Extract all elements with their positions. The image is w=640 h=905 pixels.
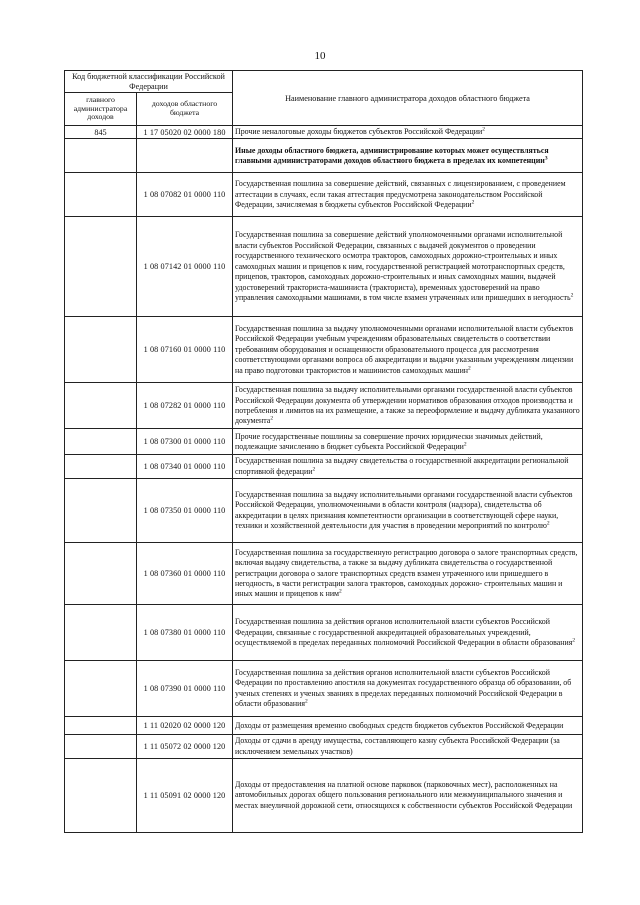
income-name-cell [233, 317, 583, 383]
table-row [65, 317, 583, 383]
admin-code-cell [65, 139, 137, 173]
admin-code-cell [65, 317, 137, 383]
income-code-cell: 1 17 05020 02 0000 180 [137, 126, 233, 139]
income-code-cell: 1 08 07340 01 0000 110 [137, 455, 233, 479]
header-code-group: Код бюджетной классификации Российской Федерации [65, 71, 233, 93]
footnote-marker: 2 [482, 126, 485, 133]
admin-code-cell [65, 661, 137, 717]
table-row [65, 455, 583, 479]
income-name-cell [233, 217, 583, 317]
income-code-cell [137, 139, 233, 173]
income-name-text: Государственная пошлина за совершение действий уполномоченными органами исполнительной власти субъектов Российской Федерации, связанных с выдачей документов о проведении государственного технического осмотра тракторов, самоходных дорожно-строительных и иных самоходных машин и прицепов к ним, государственной регистрацией мототранспортных средств, прицепов, тракторов, самоходных дорожно-строительных и иных самоходных машин, выдачей удостоверений тракториста-машиниста (тракториста), временных удостоверений на право управления самоходными машинами, в том числе взамен утраченных или пришедших в негодность [235, 230, 571, 302]
income-code-cell: 1 08 07160 01 0000 110 [137, 317, 233, 383]
admin-code-cell [65, 455, 137, 479]
admin-code-cell [65, 735, 137, 759]
income-code-cell: 1 08 07300 01 0000 110 [137, 429, 233, 455]
income-name-text: Прочие неналоговые доходы бюджетов субъектов Российской Федерации [235, 127, 483, 136]
income-name-cell [233, 479, 583, 543]
income-name-text: Государственная пошлина за выдачу исполнительными органами государственной власти субъектов Российской Федерации, уполномоченными в области контроля (надзора), свидетельства об аккредитации в целях признания компетентности организации в соответствующей сфере науки, техники и хозяйственной деятельности для участия в проведении мероприятий по контролю [235, 489, 573, 531]
income-name-cell [233, 139, 583, 173]
income-name-text: Иные доходы областного бюджета, администрирование которых может осуществляться главными администраторами доходов областного бюджета в пределах их компетенции [235, 145, 549, 165]
admin-code-cell [65, 543, 137, 605]
income-name-text: Государственная пошлина за действия органов исполнительной власти субъектов Российской Федерации по проставлению апостиля на документах государственного образца об образовании, об ученых степенях и ученых званиях в пределах переданных полномочий Российской Федерации в области образования [235, 667, 572, 709]
income-code-cell: 1 08 07082 01 0000 110 [137, 173, 233, 217]
footnote-marker: 2 [312, 466, 316, 473]
income-name-text: Доходы от предоставления на платной основе парковок (парковочных мест), расположенных на автомобильных дорогах общего пользования регионального или межмуниципального значения и местах внеуличной дорожной сети, относящихся к собственности субъектов Российской Федерации [235, 779, 573, 810]
income-name-cell [233, 759, 583, 833]
table-row [65, 429, 583, 455]
table-row [65, 479, 583, 543]
income-name-text: Государственная пошлина за совершение действий, связанных с лицензированием, с проведением аттестации в случаях, если такая аттестация предусмотрена законодательством Российской Федерации, зачисляемая в бюджеты субъектов Российской Федерации [235, 179, 566, 210]
table-row [65, 139, 583, 173]
page-number: 10 [314, 50, 326, 62]
income-code-cell: 1 11 05072 02 0000 120 [137, 735, 233, 759]
footnote-marker: 2 [572, 637, 576, 644]
table-body [65, 126, 583, 833]
admin-code-cell [65, 429, 137, 455]
income-name-cell [233, 717, 583, 735]
income-name-text: Государственная пошлина за выдачу свидетельства о государственной аккредитации региональной спортивной федерации [235, 456, 569, 476]
income-code-cell: 1 08 07350 01 0000 110 [137, 479, 233, 543]
table-row [65, 173, 583, 217]
budget-classification-table [64, 70, 583, 833]
footnote-marker: 2 [471, 199, 475, 206]
income-code-cell: 1 08 07282 01 0000 110 [137, 383, 233, 429]
income-code-cell: 1 11 02020 02 0000 120 [137, 717, 233, 735]
table-row [65, 383, 583, 429]
table-row [65, 217, 583, 317]
footnote-marker: 2 [305, 698, 308, 705]
footnote-marker: 2 [463, 441, 467, 448]
footnote-marker: 2 [468, 364, 471, 371]
table-row [65, 735, 583, 759]
table-row [65, 126, 583, 139]
admin-code-cell [65, 217, 137, 317]
admin-code-cell [65, 383, 137, 429]
income-code-cell: 1 08 07390 01 0000 110 [137, 661, 233, 717]
income-name-cell [233, 383, 583, 429]
table-row [65, 543, 583, 605]
admin-code-cell [65, 717, 137, 735]
income-name-text: Доходы от сдачи в аренду имущества, составляющего казну субъекта Российской Федерации (за исключением земельных участков) [235, 736, 560, 756]
income-name-cell [233, 543, 583, 605]
income-name-text: Государственная пошлина за выдачу исполнительными органами государственной власти субъектов Российской Федерации документа об утверждении нормативов образования отходов производства и потребления и лимитов на их размещение, а также за переоформление и выдачу дубликата указанного документа [235, 385, 580, 426]
income-code-cell: 1 08 07142 01 0000 110 [137, 217, 233, 317]
income-name-text: Государственная пошлина за выдачу уполномоченными органами исполнительной власти субъектов Российской Федерации учебным учреждениям образовательных свидетельств о соответствии требованиям оборудования и оснащенности образовательного процесса для рассмотрения соответствующими органами вопроса об аккредитации и выдачи указанным учреждениям лицензии на право подготовки трактористов и машинистов самоходных машин [235, 323, 574, 375]
header-name-column: Наименование главного администратора доходов областного бюджета [233, 71, 583, 126]
admin-code-cell [65, 479, 137, 543]
footnote-marker: 2 [339, 588, 342, 595]
admin-code-cell: 845 [65, 126, 137, 139]
income-code-cell: 1 11 05091 02 0000 120 [137, 759, 233, 833]
income-name-cell [233, 173, 583, 217]
footnote-marker: 3 [544, 155, 548, 162]
table-row [65, 661, 583, 717]
income-name-cell [233, 429, 583, 455]
income-name-text: Государственная пошлина за действия органов исполнительной власти субъектов Российской Федерации, связанные с государственной аккредитацией образовательных учреждений, осуществляемой в пределах переданных полномочий Российской Федерации в области образования [235, 617, 573, 647]
income-code-cell: 1 08 07380 01 0000 110 [137, 605, 233, 661]
table-row [65, 759, 583, 833]
footnote-marker: 2 [270, 415, 274, 422]
header-income-column: доходов областного бюджета [137, 93, 233, 126]
income-name-cell [233, 455, 583, 479]
header-admin-column: главного администратора доходов [65, 93, 137, 126]
table-row [65, 717, 583, 735]
income-name-text: Доходы от размещения временно свободных средств бюджетов субъектов Российской Федерации [235, 720, 564, 730]
footnote-marker: 2 [570, 292, 574, 299]
income-code-cell: 1 08 07360 01 0000 110 [137, 543, 233, 605]
admin-code-cell [65, 759, 137, 833]
income-name-cell [233, 661, 583, 717]
footnote-marker: 2 [546, 520, 550, 527]
income-name-text: Государственная пошлина за государственную регистрацию договора о залоге транспортных средств, включая выдачу свидетельства, а также за выдачу дубликата свидетельства о государственной регистрации договора о залоге транспортных средств взамен утраченного или пришедшего в негодность, в части регистрации залога тракторов, самоходных дорожно- строительных машин и иных машин и прицепов к ним [235, 547, 578, 599]
income-name-cell [233, 735, 583, 759]
income-name-cell [233, 605, 583, 661]
admin-code-cell [65, 173, 137, 217]
admin-code-cell [65, 605, 137, 661]
income-name-text: Прочие государственные пошлины за совершение прочих юридически значимых действий, подлежащие зачислению в бюджет субъекта Российской Федерации [235, 431, 543, 451]
income-name-cell [233, 126, 583, 139]
table-row [65, 605, 583, 661]
